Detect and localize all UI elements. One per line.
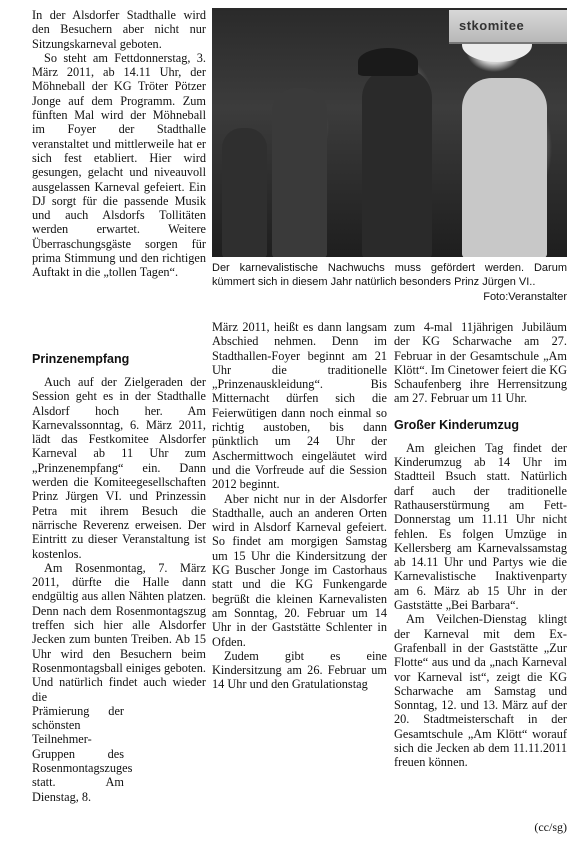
article-column-2 xyxy=(212,320,387,692)
section-heading-kinderumzug: Großer Kinderumzug xyxy=(394,417,520,432)
paragraph: Prämierung der schönsten Teilnehmer-Gruppen des Rosenmontagszuges statt. Am Dienstag, 8. xyxy=(32,703,133,804)
photo-figure xyxy=(272,88,327,257)
paragraph: März 2011, heißt es dann langsam Abschied nehmen. Denn im Stadthallen-Foyer beginnt am 21 Uhr die traditionelle „Prinzenauskleidung“. Bis Mitternacht dürfen sich die Feierwütigen dann noch einmal so richtig austoben, bis dann pünktlich um 24 Uhr der Aschermittwoch eingeläutet wird und die Vorfreude auf die Session 2012 beginnt. xyxy=(212,320,387,492)
paragraph: In der Alsdorfer Stadthalle wird den Besuchern aber nicht nur Sitzungskarneval geboten. xyxy=(32,8,206,51)
article-column-1-bottom xyxy=(32,340,206,804)
narrow-paragraph-wrapper xyxy=(32,703,133,804)
photo-hat xyxy=(358,48,418,76)
photo-figure xyxy=(462,78,547,257)
paragraph: Auch auf der Zielgeraden der Session geht es in der Stadthalle Alsdorf hoch her. Am Karnevalssonntag, 6. März 2011, lädt das Festkomitee Alsdorfer Karneval ab 11 Uhr zum „Prinzenempfang“ ein. Dann werden die Komiteegesellschaften Prinz Jürgen VI. und Prinzessin Petra mit ihrem Besuch die närrische Reverenz erweisen. Der Eintritt zu dieser Veranstaltung ist kostenlos. xyxy=(32,375,206,561)
photo-banner: stkomitee xyxy=(449,10,567,44)
paragraph: Am gleichen Tag findet der Kinderumzug ab 14 Uhr im Stadtteil Bsuch statt. Natürlich darf auch der traditionelle Rathauserstürmung am Fett-Donnerstag um 11.11 Uhr nicht fehlen. Es folgen Umzüge in Kellersberg am Karnevalssamstag ab 14.11 Uhr und Partys wie die Karnevalistische Inaktivenparty am 6. März ab 15 Uhr in der Gaststätte „Bei Barbara“. xyxy=(394,440,567,613)
paragraph: So steht am Fettdonnerstag, 3. März 2011, ab 14.11 Uhr, der Möhneball der KG Tröter Pötzer Jonge auf dem Programm. Zum fünften Mal wird der Möhneball im Foyer der Stadthalle veranstaltet und mittlerweile hat er sich fest etabliert. Hier wird gesungen, gelacht und niveauvoll ausgelassen Karneval gefeiert. Ein DJ sorgt für die passende Musik und auch Alsdorfs Tollitäten werden erwartet. Weitere Überraschungsgäste sorgen für prima Stimmung und den richtigen Auftakt in die „tollen Tagen“. xyxy=(32,50,206,280)
photo-figure xyxy=(222,128,267,257)
photo-figure xyxy=(362,68,432,257)
paragraph: Zudem gibt es eine Kindersitzung am 26. Februar um 14 Uhr und den Gratulationstag xyxy=(212,648,387,692)
paragraph: Aber nicht nur in der Alsdorfer Stadthalle, auch an anderen Orten wird in Alsdorf Karneval gefeiert. So findet am morgigen Samstag um 15 Uhr die Kindersitzung der KG Buscher Jonge im Castorhaus statt und die KG Funkengarde begrüßt die kleinen Karnevalisten am Sonntag, 20. Februar um 14 Uhr in der Gaststätte Schlenter in Ofden. xyxy=(212,491,387,649)
section-heading-prinzenempfang: Prinzenempfang xyxy=(32,352,130,366)
paragraph: zum 4-mal 11jährigen Jubiläum der KG Scharwache am 27. Februar in der Gesamtschule „Am Klött“. Im Cinetower feiert die KG Schaufenberg ihre Herrensitzung am 27. Februar um 11 Uhr. xyxy=(394,320,567,406)
event-photo xyxy=(212,8,567,257)
paragraph: Am Veilchen-Dienstag klingt der Karneval mit dem Ex-Grafenball in der Gaststätte „Zur Flotte“ aus und da „nach Karneval vor Karneval ist“, zeigt die KG Scharwache am Samstag und Sonntag, 12. und 13. März auf der 20. Stadtmeisterschaft in der Gesamtschule „Am Klött“ worauf sich die Jecken ab dem 11.11.2011 freuen können. xyxy=(394,612,567,770)
paragraph: Am Rosenmontag, 7. März 2011, dürfte die Halle dann endgültig aus allen Nähten platzen. Denn nach dem Rosenmontagszug treffen sich hier alle Alsdorfer Jecken zum bunten Treiben. Ab 15 Uhr wird den Besuchern beim Rosenmontagsball einiges geboten. Und natürlich findet auch wieder die xyxy=(32,560,206,704)
article-column-3 xyxy=(394,320,567,770)
article-column-1-top xyxy=(32,8,206,280)
photo-caption: Der karnevalistische Nachwuchs muss gefördert werden. Darum kümmert sich in diesem Jahr natürlich besonders Prinz Jürgen VI.. xyxy=(212,262,567,288)
photo-credit: Foto:Veranstalter xyxy=(483,291,567,303)
author-signature: (cc/sg) xyxy=(534,820,567,834)
